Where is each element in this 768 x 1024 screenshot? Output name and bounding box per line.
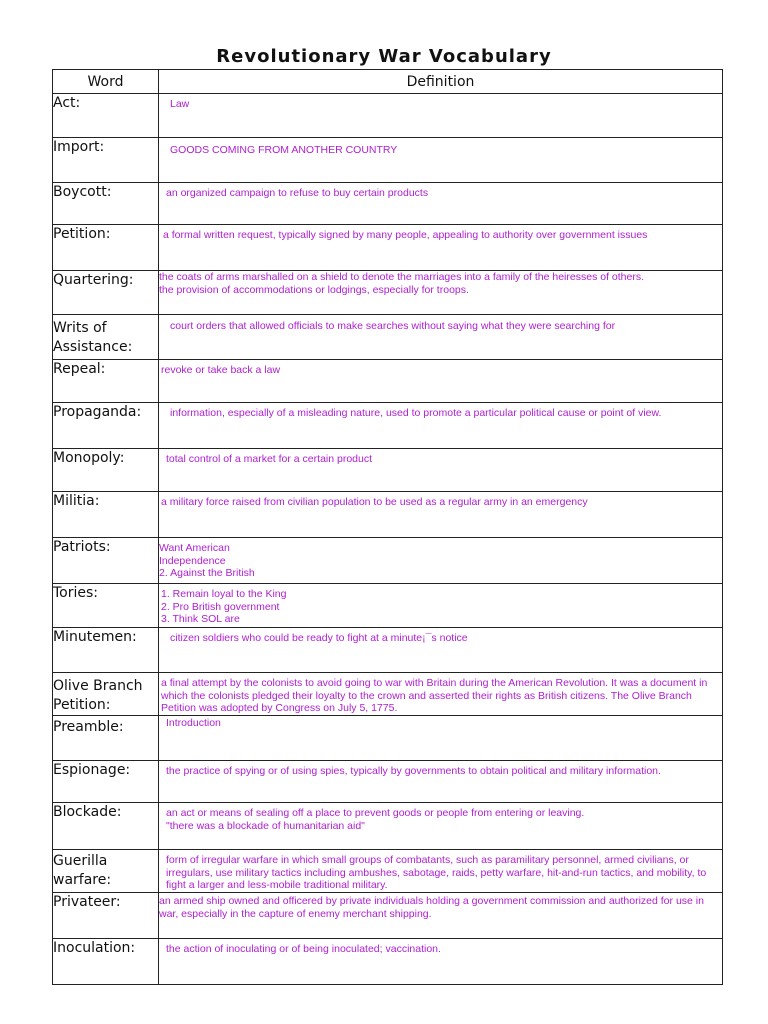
table-row [53,850,723,893]
table-row [53,183,723,225]
vocab-definition [159,449,723,492]
vocab-word: Boycott: [53,183,159,225]
definition-text: an act or means of sealing off a place to prevent goods or people from entering or leaving. "there was a blockade of humanitarian aid" [166,807,585,832]
word-column-header: Word [53,70,159,94]
vocab-word: Quartering: [53,271,159,315]
definition-text: revoke or take back a law [161,364,281,376]
definition-text: GOODS COMING FROM ANOTHER COUNTRY [170,144,398,156]
vocab-word: Tories: [53,584,159,628]
vocab-word: Repeal: [53,360,159,403]
vocab-definition [159,315,723,360]
definition-text: court orders that allowed officials to make searches without saying what they were searching for [170,320,616,332]
table-row [53,360,723,403]
vocab-word: Propaganda: [53,403,159,449]
table-row [53,138,723,183]
definition-text: an organized campaign to refuse to buy certain products [166,187,429,199]
table-row [53,538,723,584]
vocab-definition [159,850,723,893]
table-row [53,803,723,850]
vocab-word: Writs of Assistance: [53,315,159,360]
vocab-word: Act: [53,94,159,138]
vocabulary-table [52,69,723,985]
vocab-word: Militia: [53,492,159,538]
definition-text: the practice of spying or of using spies, typically by governments to obtain political and military information. [166,765,661,777]
definition-text: Introduction [166,717,221,729]
definition-column-header: Definition [159,70,723,94]
definition-text: Want American Independence 2. Against the British [159,542,255,579]
table-row [53,449,723,492]
table-row [53,225,723,271]
vocab-definition [159,761,723,803]
definition-text: total control of a market for a certain product [166,453,373,465]
table-row [53,315,723,360]
vocab-word: Guerilla warfare: [53,850,159,893]
vocab-word: Import: [53,138,159,183]
header-row [53,70,723,94]
vocab-word: Privateer: [53,893,159,939]
table-row [53,94,723,138]
definition-text: 1. Remain loyal to the King 2. Pro British government 3. Think SOL are [161,588,287,625]
vocab-definition [159,271,723,315]
vocab-word: Inoculation: [53,939,159,985]
definition-text: Law [170,98,190,110]
vocab-definition [159,939,723,985]
vocab-word: Olive Branch Petition: [53,673,159,716]
vocab-definition [159,138,723,183]
table-row [53,403,723,449]
definition-text: a military force raised from civilian population to be used as a regular army in an emergency [161,496,588,508]
vocab-definition [159,492,723,538]
vocab-word: Blockade: [53,803,159,850]
table-row [53,584,723,628]
table-row [53,673,723,716]
vocab-definition [159,183,723,225]
vocab-definition [159,538,723,584]
table-row [53,716,723,761]
vocab-definition [159,673,723,716]
vocab-definition [159,893,723,939]
vocab-word: Espionage: [53,761,159,803]
vocab-definition [159,403,723,449]
table-row [53,761,723,803]
page-title: Revolutionary War Vocabulary [216,46,552,67]
vocab-definition [159,225,723,271]
table-row [53,893,723,939]
vocab-word: Petition: [53,225,159,271]
vocab-word: Monopoly: [53,449,159,492]
definition-text: an armed ship owned and officered by private individuals holding a government commission and authorized for use in war, especially in the capture of enemy merchant shipping. [159,895,704,920]
vocab-definition [159,803,723,850]
vocab-word: Preamble: [53,716,159,761]
table-row [53,492,723,538]
definition-text: citizen soldiers who could be ready to fight at a minute¡¯s notice [170,632,468,644]
definition-text: a formal written request, typically signed by many people, appealing to authority over government issues [163,229,648,241]
vocab-definition [159,360,723,403]
vocab-definition [159,716,723,761]
table-row [53,939,723,985]
definition-text: the coats of arms marshalled on a shield to denote the marriages into a family of the heiresses of others. the provision of accommodations or lodgings, especially for troops. [159,271,645,296]
definition-text: the action of inoculating or of being inoculated; vaccination. [166,943,441,955]
definition-text: a final attempt by the colonists to avoid going to war with Britain during the American Revolution. It was a document in which the colonists pledged their loyalty to the crown and asserted their rights as British citizens. The Olive Branch Petition was adopted by Congress on July 5, 1775. [161,677,708,714]
definition-text: form of irregular warfare in which small groups of combatants, such as paramilitary personnel, armed civilians, or irregulars, use military tactics including ambushes, sabotage, raids, petty warfare, hit-and-run tactics, and mobility, to fight a larger and less-mobile traditional military. [166,854,707,891]
table-row [53,628,723,673]
vocab-word: Minutemen: [53,628,159,673]
definition-text: information, especially of a misleading nature, used to promote a particular political cause or point of view. [170,407,662,419]
vocab-definition [159,94,723,138]
vocab-word: Patriots: [53,538,159,584]
table-row [53,271,723,315]
vocab-definition [159,584,723,628]
vocab-definition [159,628,723,673]
